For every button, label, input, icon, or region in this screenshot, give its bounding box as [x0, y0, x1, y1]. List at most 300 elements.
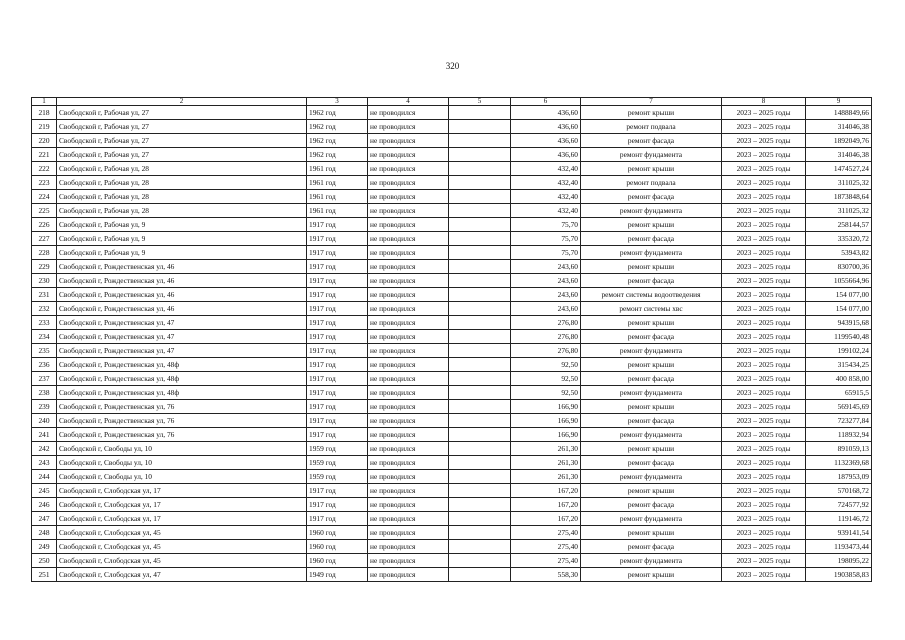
- empty-cell: [449, 288, 511, 302]
- year-cell: 1962 год: [307, 134, 368, 148]
- last-repair-cell: не проводился: [368, 456, 449, 470]
- area-cell: 243,60: [511, 288, 581, 302]
- empty-cell: [449, 330, 511, 344]
- work-type-cell: ремонт фасада: [581, 274, 722, 288]
- year-cell: 1949 год: [307, 568, 368, 582]
- row-number-cell: 250: [32, 554, 57, 568]
- work-type-cell: ремонт фасада: [581, 190, 722, 204]
- year-cell: 1962 год: [307, 106, 368, 120]
- cost-cell: 199102,24: [806, 344, 872, 358]
- last-repair-cell: не проводился: [368, 204, 449, 218]
- row-number-cell: 247: [32, 512, 57, 526]
- empty-cell: [449, 260, 511, 274]
- work-type-cell: ремонт подвала: [581, 120, 722, 134]
- last-repair-cell: не проводился: [368, 442, 449, 456]
- area-cell: 243,60: [511, 260, 581, 274]
- last-repair-cell: не проводился: [368, 120, 449, 134]
- cost-cell: 118932,94: [806, 428, 872, 442]
- table-row: [32, 414, 872, 428]
- year-cell: 1917 год: [307, 246, 368, 260]
- work-type-cell: ремонт фундамента: [581, 246, 722, 260]
- table-row: [32, 232, 872, 246]
- table-row: [32, 456, 872, 470]
- page-number: 320: [445, 61, 460, 71]
- period-cell: 2023 – 2025 годы: [722, 484, 806, 498]
- cost-cell: 1903858,83: [806, 568, 872, 582]
- row-number-cell: 237: [32, 372, 57, 386]
- table-row: [32, 526, 872, 540]
- work-type-cell: ремонт крыши: [581, 484, 722, 498]
- row-number-cell: 240: [32, 414, 57, 428]
- table-row: [32, 442, 872, 456]
- period-cell: 2023 – 2025 годы: [722, 344, 806, 358]
- row-number-cell: 221: [32, 148, 57, 162]
- cost-cell: 198095,22: [806, 554, 872, 568]
- row-number-cell: 233: [32, 316, 57, 330]
- year-cell: 1917 год: [307, 498, 368, 512]
- year-cell: 1961 год: [307, 190, 368, 204]
- work-type-cell: ремонт фундамента: [581, 204, 722, 218]
- year-cell: 1960 год: [307, 554, 368, 568]
- area-cell: 92,50: [511, 386, 581, 400]
- cost-cell: 891059,13: [806, 442, 872, 456]
- table-row: [32, 330, 872, 344]
- row-number-cell: 222: [32, 162, 57, 176]
- last-repair-cell: не проводился: [368, 358, 449, 372]
- cost-cell: 1873848,64: [806, 190, 872, 204]
- work-type-cell: ремонт фасада: [581, 498, 722, 512]
- period-cell: 2023 – 2025 годы: [722, 470, 806, 484]
- last-repair-cell: не проводился: [368, 414, 449, 428]
- work-type-cell: ремонт фасада: [581, 330, 722, 344]
- address-cell: Свободской г, Свободы ул, 10: [57, 470, 307, 484]
- year-cell: 1917 год: [307, 302, 368, 316]
- period-cell: 2023 – 2025 годы: [722, 302, 806, 316]
- column-header: 4: [368, 98, 449, 106]
- year-cell: 1960 год: [307, 526, 368, 540]
- area-cell: 432,40: [511, 190, 581, 204]
- period-cell: 2023 – 2025 годы: [722, 218, 806, 232]
- cost-cell: 1474527,24: [806, 162, 872, 176]
- column-header: 8: [722, 98, 806, 106]
- empty-cell: [449, 554, 511, 568]
- cost-cell: 400 858,00: [806, 372, 872, 386]
- empty-cell: [449, 386, 511, 400]
- last-repair-cell: не проводился: [368, 498, 449, 512]
- cost-cell: 1055664,96: [806, 274, 872, 288]
- address-cell: Свободской г, Рождественская ул, 76: [57, 400, 307, 414]
- address-cell: Свободской г, Свободы ул, 10: [57, 456, 307, 470]
- year-cell: 1962 год: [307, 120, 368, 134]
- row-number-cell: 234: [32, 330, 57, 344]
- period-cell: 2023 – 2025 годы: [722, 386, 806, 400]
- empty-cell: [449, 456, 511, 470]
- last-repair-cell: не проводился: [368, 162, 449, 176]
- address-cell: Свободской г, Рабочая ул, 28: [57, 176, 307, 190]
- year-cell: 1961 год: [307, 204, 368, 218]
- empty-cell: [449, 204, 511, 218]
- table-row: [32, 204, 872, 218]
- table-row: [32, 190, 872, 204]
- row-number-cell: 229: [32, 260, 57, 274]
- column-header: 9: [806, 98, 872, 106]
- year-cell: 1917 год: [307, 414, 368, 428]
- address-cell: Свободской г, Рождественская ул, 47: [57, 344, 307, 358]
- work-type-cell: ремонт фасада: [581, 134, 722, 148]
- year-cell: 1917 год: [307, 232, 368, 246]
- work-type-cell: ремонт крыши: [581, 568, 722, 582]
- work-type-cell: ремонт фасада: [581, 540, 722, 554]
- empty-cell: [449, 470, 511, 484]
- address-cell: Свободской г, Рабочая ул, 27: [57, 148, 307, 162]
- area-cell: 75,70: [511, 232, 581, 246]
- period-cell: 2023 – 2025 годы: [722, 162, 806, 176]
- table-row: [32, 316, 872, 330]
- row-number-cell: 238: [32, 386, 57, 400]
- last-repair-cell: не проводился: [368, 484, 449, 498]
- row-number-cell: 224: [32, 190, 57, 204]
- period-cell: 2023 – 2025 годы: [722, 330, 806, 344]
- year-cell: 1962 год: [307, 148, 368, 162]
- column-header: 1: [32, 98, 57, 106]
- year-cell: 1917 год: [307, 484, 368, 498]
- cost-cell: 1193473,44: [806, 540, 872, 554]
- table-row: [32, 218, 872, 232]
- area-cell: 276,80: [511, 316, 581, 330]
- row-number-cell: 241: [32, 428, 57, 442]
- address-cell: Свободской г, Рабочая ул, 9: [57, 246, 307, 260]
- work-type-cell: ремонт подвала: [581, 176, 722, 190]
- cost-cell: 187953,09: [806, 470, 872, 484]
- row-number-cell: 225: [32, 204, 57, 218]
- table-row: [32, 372, 872, 386]
- work-type-cell: ремонт фундамента: [581, 148, 722, 162]
- cost-cell: 939141,54: [806, 526, 872, 540]
- last-repair-cell: не проводился: [368, 470, 449, 484]
- cost-cell: 154 077,00: [806, 288, 872, 302]
- empty-cell: [449, 414, 511, 428]
- year-cell: 1959 год: [307, 470, 368, 484]
- last-repair-cell: не проводился: [368, 246, 449, 260]
- period-cell: 2023 – 2025 годы: [722, 358, 806, 372]
- last-repair-cell: не проводился: [368, 554, 449, 568]
- work-type-cell: ремонт фасада: [581, 456, 722, 470]
- address-cell: Свободской г, Слободская ул, 45: [57, 554, 307, 568]
- last-repair-cell: не проводился: [368, 344, 449, 358]
- empty-cell: [449, 218, 511, 232]
- work-type-cell: ремонт системы водоотведения: [581, 288, 722, 302]
- work-type-cell: ремонт крыши: [581, 162, 722, 176]
- last-repair-cell: не проводился: [368, 330, 449, 344]
- year-cell: 1917 год: [307, 316, 368, 330]
- last-repair-cell: не проводился: [368, 386, 449, 400]
- row-number-cell: 218: [32, 106, 57, 120]
- address-cell: Свободской г, Слободская ул, 47: [57, 568, 307, 582]
- address-cell: Свободской г, Рождественская ул, 47: [57, 316, 307, 330]
- work-type-cell: ремонт крыши: [581, 316, 722, 330]
- address-cell: Свободской г, Рождественская ул, 46: [57, 302, 307, 316]
- year-cell: 1917 год: [307, 260, 368, 274]
- table-row: [32, 162, 872, 176]
- table-row: [32, 498, 872, 512]
- cost-cell: 1199540,48: [806, 330, 872, 344]
- work-type-cell: ремонт фундамента: [581, 428, 722, 442]
- address-cell: Свободской г, Слободская ул, 45: [57, 540, 307, 554]
- last-repair-cell: не проводился: [368, 274, 449, 288]
- address-cell: Свободской г, Слободская ул, 17: [57, 484, 307, 498]
- work-type-cell: ремонт системы хвс: [581, 302, 722, 316]
- area-cell: 261,30: [511, 442, 581, 456]
- area-cell: 432,40: [511, 176, 581, 190]
- last-repair-cell: не проводился: [368, 428, 449, 442]
- year-cell: 1917 год: [307, 218, 368, 232]
- row-number-cell: 236: [32, 358, 57, 372]
- cost-cell: 258144,57: [806, 218, 872, 232]
- cost-cell: 724577,92: [806, 498, 872, 512]
- repair-schedule-table: [31, 97, 872, 582]
- work-type-cell: ремонт фасада: [581, 414, 722, 428]
- table-row: [32, 344, 872, 358]
- work-type-cell: ремонт крыши: [581, 218, 722, 232]
- table-row: [32, 274, 872, 288]
- cost-cell: 1132369,68: [806, 456, 872, 470]
- last-repair-cell: не проводился: [368, 260, 449, 274]
- address-cell: Свободской г, Рабочая ул, 9: [57, 218, 307, 232]
- empty-cell: [449, 302, 511, 316]
- area-cell: 92,50: [511, 358, 581, 372]
- area-cell: 436,60: [511, 134, 581, 148]
- cost-cell: 119146,72: [806, 512, 872, 526]
- table-row: [32, 470, 872, 484]
- work-type-cell: ремонт фасада: [581, 232, 722, 246]
- work-type-cell: ремонт фундамента: [581, 554, 722, 568]
- cost-cell: 335320,72: [806, 232, 872, 246]
- row-number-cell: 243: [32, 456, 57, 470]
- table-row: [32, 512, 872, 526]
- address-cell: Свободской г, Рабочая ул, 9: [57, 232, 307, 246]
- period-cell: 2023 – 2025 годы: [722, 134, 806, 148]
- column-header: 3: [307, 98, 368, 106]
- period-cell: 2023 – 2025 годы: [722, 568, 806, 582]
- address-cell: Свободской г, Слободская ул, 17: [57, 512, 307, 526]
- cost-cell: 314046,38: [806, 120, 872, 134]
- period-cell: 2023 – 2025 годы: [722, 190, 806, 204]
- cost-cell: 830700,36: [806, 260, 872, 274]
- period-cell: 2023 – 2025 годы: [722, 456, 806, 470]
- table-row: [32, 288, 872, 302]
- last-repair-cell: не проводился: [368, 512, 449, 526]
- year-cell: 1961 год: [307, 176, 368, 190]
- area-cell: 92,50: [511, 372, 581, 386]
- area-cell: 166,90: [511, 414, 581, 428]
- empty-cell: [449, 120, 511, 134]
- empty-cell: [449, 540, 511, 554]
- last-repair-cell: не проводился: [368, 316, 449, 330]
- area-cell: 432,40: [511, 162, 581, 176]
- year-cell: 1917 год: [307, 512, 368, 526]
- row-number-cell: 239: [32, 400, 57, 414]
- last-repair-cell: не проводился: [368, 526, 449, 540]
- area-cell: 436,60: [511, 120, 581, 134]
- cost-cell: 311025,32: [806, 204, 872, 218]
- row-number-cell: 223: [32, 176, 57, 190]
- empty-cell: [449, 106, 511, 120]
- last-repair-cell: не проводился: [368, 302, 449, 316]
- area-cell: 167,20: [511, 484, 581, 498]
- period-cell: 2023 – 2025 годы: [722, 288, 806, 302]
- address-cell: Свободской г, Рождественская ул, 47: [57, 330, 307, 344]
- column-header: 6: [511, 98, 581, 106]
- period-cell: 2023 – 2025 годы: [722, 260, 806, 274]
- year-cell: 1960 год: [307, 540, 368, 554]
- area-cell: 261,30: [511, 470, 581, 484]
- table-body: [32, 106, 872, 582]
- last-repair-cell: не проводился: [368, 288, 449, 302]
- cost-cell: 314046,38: [806, 148, 872, 162]
- area-cell: 558,30: [511, 568, 581, 582]
- table-row: [32, 358, 872, 372]
- row-number-cell: 246: [32, 498, 57, 512]
- period-cell: 2023 – 2025 годы: [722, 498, 806, 512]
- work-type-cell: ремонт крыши: [581, 526, 722, 540]
- row-number-cell: 228: [32, 246, 57, 260]
- address-cell: Свободской г, Рождественская ул, 46: [57, 260, 307, 274]
- empty-cell: [449, 134, 511, 148]
- area-cell: 276,80: [511, 344, 581, 358]
- table-row: [32, 540, 872, 554]
- last-repair-cell: не проводился: [368, 134, 449, 148]
- empty-cell: [449, 428, 511, 442]
- row-number-cell: 245: [32, 484, 57, 498]
- row-number-cell: 244: [32, 470, 57, 484]
- row-number-cell: 227: [32, 232, 57, 246]
- empty-cell: [449, 246, 511, 260]
- cost-cell: 65915,5: [806, 386, 872, 400]
- year-cell: 1917 год: [307, 358, 368, 372]
- table-row: [32, 302, 872, 316]
- cost-cell: 569145,69: [806, 400, 872, 414]
- year-cell: 1917 год: [307, 274, 368, 288]
- year-cell: 1917 год: [307, 344, 368, 358]
- address-cell: Свободской г, Рабочая ул, 27: [57, 106, 307, 120]
- period-cell: 2023 – 2025 годы: [722, 176, 806, 190]
- work-type-cell: ремонт фундамента: [581, 470, 722, 484]
- last-repair-cell: не проводился: [368, 232, 449, 246]
- row-number-cell: 220: [32, 134, 57, 148]
- area-cell: 436,60: [511, 106, 581, 120]
- area-cell: 75,70: [511, 218, 581, 232]
- table-row: [32, 134, 872, 148]
- row-number-cell: 249: [32, 540, 57, 554]
- period-cell: 2023 – 2025 годы: [722, 526, 806, 540]
- table-row: [32, 148, 872, 162]
- cost-cell: 315434,25: [806, 358, 872, 372]
- table-row: [32, 260, 872, 274]
- work-type-cell: ремонт фундамента: [581, 512, 722, 526]
- table-row: [32, 400, 872, 414]
- address-cell: Свободской г, Рабочая ул, 28: [57, 162, 307, 176]
- address-cell: Свободской г, Рождественская ул, 48ф: [57, 386, 307, 400]
- empty-cell: [449, 190, 511, 204]
- last-repair-cell: не проводился: [368, 106, 449, 120]
- table-row: [32, 176, 872, 190]
- empty-cell: [449, 442, 511, 456]
- area-cell: 275,40: [511, 540, 581, 554]
- period-cell: 2023 – 2025 годы: [722, 120, 806, 134]
- cost-cell: 311025,32: [806, 176, 872, 190]
- area-cell: 167,20: [511, 512, 581, 526]
- table-row: [32, 484, 872, 498]
- row-number-cell: 232: [32, 302, 57, 316]
- empty-cell: [449, 148, 511, 162]
- year-cell: 1917 год: [307, 400, 368, 414]
- cost-cell: 1488849,66: [806, 106, 872, 120]
- cost-cell: 570168,72: [806, 484, 872, 498]
- work-type-cell: ремонт крыши: [581, 106, 722, 120]
- empty-cell: [449, 498, 511, 512]
- empty-cell: [449, 484, 511, 498]
- last-repair-cell: не проводился: [368, 540, 449, 554]
- empty-cell: [449, 274, 511, 288]
- last-repair-cell: не проводился: [368, 218, 449, 232]
- cost-cell: 943915,68: [806, 316, 872, 330]
- row-number-cell: 242: [32, 442, 57, 456]
- last-repair-cell: не проводился: [368, 372, 449, 386]
- period-cell: 2023 – 2025 годы: [722, 540, 806, 554]
- area-cell: 75,70: [511, 246, 581, 260]
- period-cell: 2023 – 2025 годы: [722, 512, 806, 526]
- empty-cell: [449, 400, 511, 414]
- area-cell: 276,80: [511, 330, 581, 344]
- address-cell: Свободской г, Слободская ул, 45: [57, 526, 307, 540]
- year-cell: 1961 год: [307, 162, 368, 176]
- work-type-cell: ремонт крыши: [581, 442, 722, 456]
- work-type-cell: ремонт крыши: [581, 400, 722, 414]
- table-row: [32, 246, 872, 260]
- last-repair-cell: не проводился: [368, 400, 449, 414]
- year-cell: 1917 год: [307, 372, 368, 386]
- year-cell: 1917 год: [307, 428, 368, 442]
- cost-cell: 53943,82: [806, 246, 872, 260]
- table-row: [32, 120, 872, 134]
- period-cell: 2023 – 2025 годы: [722, 428, 806, 442]
- area-cell: 432,40: [511, 204, 581, 218]
- year-cell: 1917 год: [307, 330, 368, 344]
- row-number-cell: 231: [32, 288, 57, 302]
- row-number-cell: 235: [32, 344, 57, 358]
- period-cell: 2023 – 2025 годы: [722, 316, 806, 330]
- area-cell: 275,40: [511, 554, 581, 568]
- table-row: [32, 428, 872, 442]
- address-cell: Свободской г, Рабочая ул, 28: [57, 190, 307, 204]
- area-cell: 166,90: [511, 400, 581, 414]
- area-cell: 243,60: [511, 274, 581, 288]
- table-row: [32, 568, 872, 582]
- table-row: [32, 386, 872, 400]
- address-cell: Свободской г, Рабочая ул, 27: [57, 120, 307, 134]
- cost-cell: 723277,84: [806, 414, 872, 428]
- period-cell: 2023 – 2025 годы: [722, 414, 806, 428]
- period-cell: 2023 – 2025 годы: [722, 246, 806, 260]
- address-cell: Свободской г, Рождественская ул, 46: [57, 274, 307, 288]
- area-cell: 166,90: [511, 428, 581, 442]
- address-cell: Свободской г, Свободы ул, 10: [57, 442, 307, 456]
- area-cell: 261,30: [511, 456, 581, 470]
- empty-cell: [449, 512, 511, 526]
- period-cell: 2023 – 2025 годы: [722, 442, 806, 456]
- cost-cell: 154 077,00: [806, 302, 872, 316]
- empty-cell: [449, 344, 511, 358]
